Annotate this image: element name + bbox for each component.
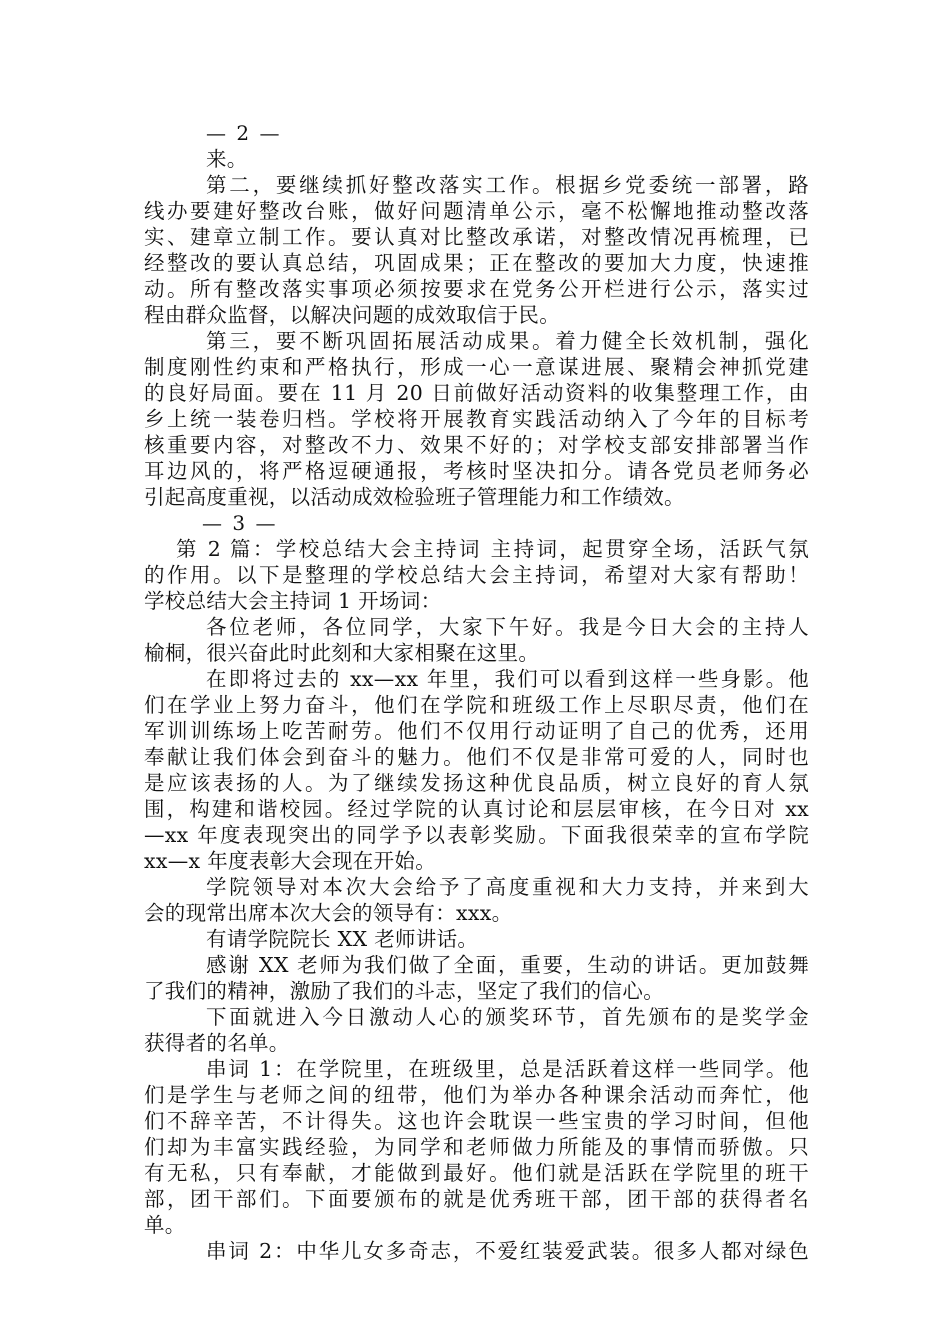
text-line: 经整改的要认真总结，巩固成果；正在整改的要加大力度，快速推: [144, 251, 809, 275]
text-line: 有请学院院长 XX 老师讲话。: [206, 927, 479, 951]
text-line: 部，团干部们。下面要颁布的就是优秀班干部，团干部的获得者名: [144, 1187, 809, 1211]
text-line: 有无私，只有奉献，才能做到最好。他们就是活跃在学院里的班干: [144, 1161, 809, 1185]
text-line: 榆桐，很兴奋此时此刻和大家相聚在这里。: [144, 641, 540, 665]
page-number: — 2 —: [206, 121, 282, 145]
text-line: 串词 2：中华儿女多奇志，不爱红装爱武装。很多人都对绿色: [206, 1239, 809, 1263]
text-line: 了我们的精神，激励了我们的斗志，坚定了我们的信心。: [144, 979, 664, 1003]
text-line: 军训训练场上吃苦耐劳。他们不仅用行动证明了自己的优秀，还用: [144, 719, 809, 743]
page-number: — 3 —: [202, 511, 278, 535]
text-line: 在即将过去的 xx—xx 年里，我们可以看到这样一些身影。他: [206, 667, 809, 691]
text-line: 耳边风的，将严格逗硬通报，考核时坚决扣分。请各党员老师务必: [144, 459, 809, 483]
text-line: 们却为丰富实践经验，为同学和老师做力所能及的事情而骄傲。只: [144, 1135, 809, 1159]
text-line: 奉献让我们体会到奋斗的魅力。他们不仅是非常可爱的人，同时也: [144, 745, 809, 769]
text-line: 们不辞辛苦，不计得失。这也许会耽误一些宝贵的学习时间，但他: [144, 1109, 809, 1133]
text-line: 线办要建好整改台账，做好问题清单公示，毫不松懈地推动整改落: [144, 199, 809, 223]
text-line: 的作用。以下是整理的学校总结大会主持词，希望对大家有帮助！: [144, 563, 809, 587]
text-line: 学校总结大会主持词 1 开场词：: [144, 589, 442, 613]
text-line: 们是学生与老师之间的纽带，他们为举办各种课余活动而奔忙，他: [144, 1083, 809, 1107]
text-line: 动。所有整改落实事项必须按要求在党务公开栏进行公示，落实过: [144, 277, 809, 301]
text-line: 程由群众监督，以解决问题的成效取信于民。: [144, 303, 560, 327]
text-line: 串词 1：在学院里，在班级里，总是活跃着这样一些同学。他: [206, 1057, 809, 1081]
text-line: 实、建章立制工作。要认真对比整改承诺，对整改情况再梳理，已: [144, 225, 809, 249]
text-line: 围，构建和谐校园。经过学院的认真讨论和层层审核，在今日对 xx: [144, 797, 809, 821]
text-line: 获得者的名单。: [144, 1031, 290, 1055]
text-line: 感谢 XX 老师为我们做了全面，重要，生动的讲话。更加鼓舞: [206, 953, 809, 977]
text-line: 单。: [144, 1213, 186, 1237]
document-body: [144, 120, 809, 1264]
text-line: 的良好局面。要在 11 月 20 日前做好活动资料的收集整理工作，由: [144, 381, 809, 405]
text-line: 乡上统一装卷归档。学校将开展教育实践活动纳入了今年的目标考: [144, 407, 809, 431]
text-line: xx—x 年度表彰大会现在开始。: [144, 849, 436, 873]
text-line: 核重要内容，对整改不力、效果不好的；对学校支部安排部署当作: [144, 433, 809, 457]
text-line: 是应该表扬的人。为了继续发扬这种优良品质，树立良好的育人氛: [144, 771, 809, 795]
text-line: 第二，要继续抓好整改落实工作。根据乡党委统一部署，路: [206, 173, 809, 197]
text-line: 引起高度重视，以活动成效检验班子管理能力和工作绩效。: [144, 485, 685, 509]
text-line: 来。: [206, 147, 248, 171]
text-line: —xx 年度表现突出的同学予以表彰奖励。下面我很荣幸的宣布学院: [144, 823, 809, 847]
text-line: 学院领导对本次大会给予了高度重视和大力支持，并来到大: [206, 875, 809, 899]
text-line: 各位老师，各位同学，大家下午好。我是今日大会的主持人: [206, 615, 809, 639]
text-line: 们在学业上努力奋斗，他们在学院和班级工作上尽职尽责，他们在: [144, 693, 809, 717]
text-line: 制度刚性约束和严格执行，形成一心一意谋进展、聚精会神抓党建: [144, 355, 809, 379]
text-line: 第三，要不断巩固拓展活动成果。着力健全长效机制，强化: [206, 329, 809, 353]
text-line: 会的现常出席本次大会的领导有：xxx。: [144, 901, 513, 925]
text-line: 第 2 篇：学校总结大会主持词 主持词，起贯穿全场，活跃气氛: [176, 537, 809, 561]
text-line: 下面就进入今日激动人心的颁奖环节，首先颁布的是奖学金: [206, 1005, 809, 1029]
